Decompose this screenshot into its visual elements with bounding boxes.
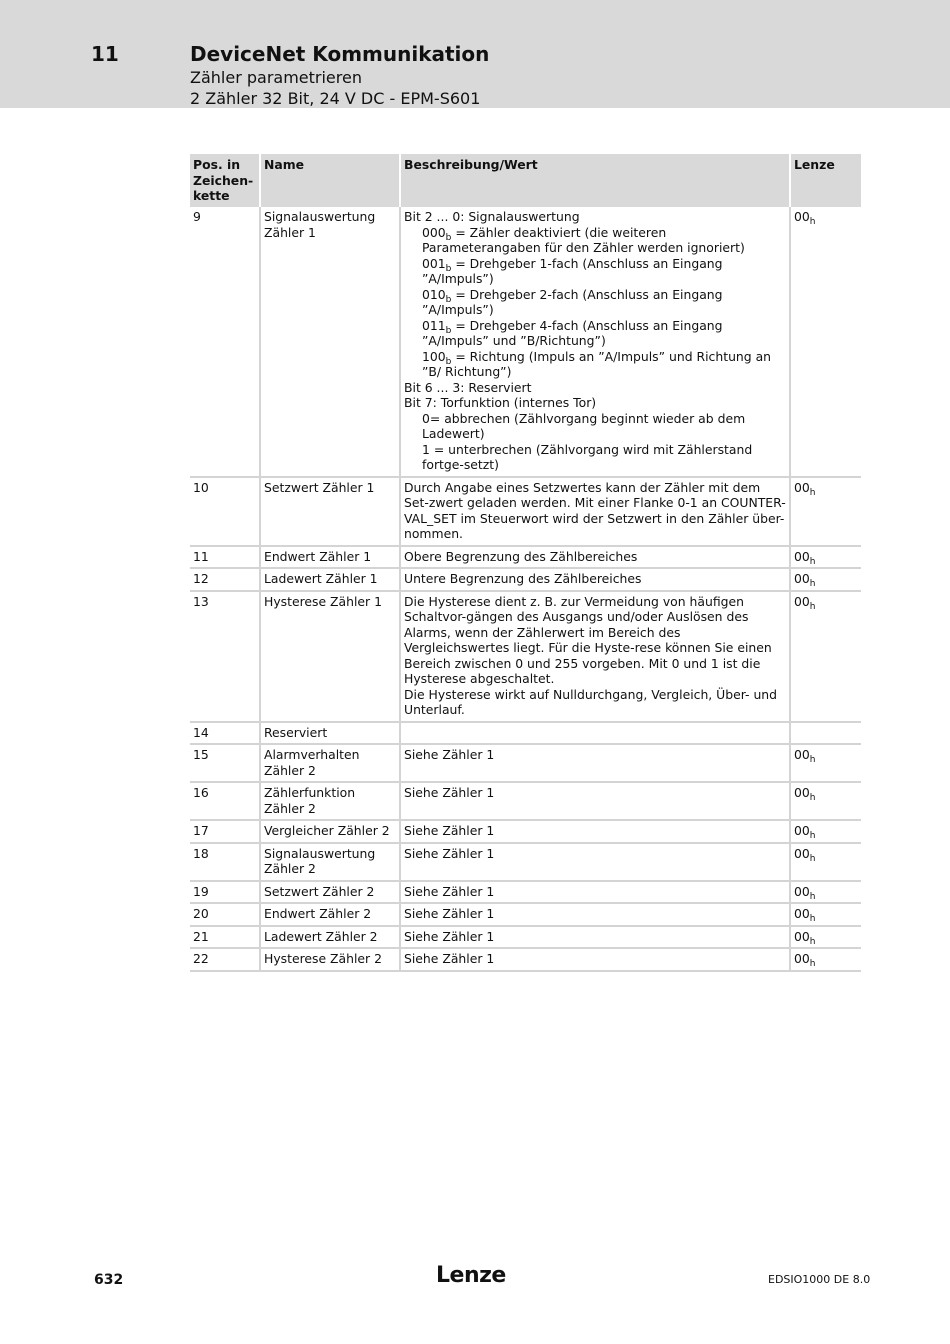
- hex-subscript: h: [809, 755, 816, 765]
- lenze-value: 00: [794, 571, 810, 586]
- cell-lenze-default: [790, 926, 861, 949]
- lenze-value: 00: [794, 785, 810, 800]
- table-header-row: [190, 154, 861, 207]
- section-subtitle-2: 2 Zähler 32 Bit, 24 V DC - EPM-S601: [190, 89, 481, 108]
- page-number: 632: [94, 1272, 124, 1288]
- lenze-logo: Lenze: [436, 1263, 506, 1288]
- hex-subscript: h: [809, 891, 816, 902]
- section-subtitle: Zähler parametrieren: [190, 68, 362, 87]
- cell-description: [400, 477, 790, 546]
- lenze-value: 00: [794, 845, 810, 861]
- lenze-value: 00: [794, 479, 810, 495]
- cell-description: [400, 744, 790, 782]
- description-text: Siehe Zähler 1: [404, 906, 495, 921]
- description-line: [404, 846, 786, 862]
- cell-name: Setzwert Zähler 2: [260, 881, 400, 904]
- hex-subscript: h: [809, 217, 816, 227]
- description-text: 010: [422, 286, 446, 302]
- description-text: 011: [422, 317, 446, 333]
- description-text: 0= abbrechen (Zählvorgang beginnt wieder ab dem Ladewert): [422, 410, 746, 441]
- hex-subscript: h: [809, 556, 816, 567]
- cell-lenze-default: [790, 744, 861, 782]
- column-header-description: Beschreibung/Wert: [400, 154, 790, 207]
- cell-description: [400, 903, 790, 926]
- table-row: [190, 591, 861, 722]
- description-text: Siehe Zähler 1: [404, 845, 495, 861]
- cell-lenze-default: [790, 820, 861, 843]
- description-text: Die Hysterese wirkt auf Nulldurchgang, Vergleich, Über- und Unterlauf.: [404, 686, 778, 717]
- cell-position: 13: [190, 591, 260, 722]
- cell-description: [400, 546, 790, 569]
- cell-position: 16: [190, 782, 260, 820]
- description-text: 1 = unterbrechen (Zählvorgang wird mit Zählerstand fortge-setzt): [422, 441, 753, 472]
- table-row: [190, 820, 861, 843]
- lenze-value: 00: [794, 928, 810, 944]
- cell-position: 20: [190, 903, 260, 926]
- description-line: [404, 785, 786, 801]
- lenze-value: 00: [794, 209, 810, 224]
- binary-subscript: b: [445, 232, 452, 243]
- cell-lenze-default: [790, 881, 861, 904]
- description-text: Siehe Zähler 1: [404, 823, 495, 838]
- description-line: [404, 884, 786, 900]
- description-line: [404, 929, 786, 945]
- cell-position: 11: [190, 546, 260, 569]
- cell-position: 19: [190, 881, 260, 904]
- cell-position: 17: [190, 820, 260, 843]
- cell-name: Ladewert Zähler 2: [260, 926, 400, 949]
- cell-description: [400, 926, 790, 949]
- description-text: Siehe Zähler 1: [404, 785, 495, 800]
- description-line: [404, 380, 786, 396]
- description-text-rest: = Zähler deaktiviert (die weiteren Parameterangaben für den Zähler werden ignoriert): [422, 224, 745, 255]
- column-header-lenze: Lenze: [790, 154, 861, 207]
- cell-lenze-default: [790, 591, 861, 722]
- cell-lenze-default: [790, 903, 861, 926]
- description-text: Siehe Zähler 1: [404, 747, 495, 762]
- lenze-value: 00: [794, 747, 810, 762]
- parameter-table: [190, 154, 861, 972]
- binary-subscript: b: [445, 263, 452, 274]
- table-row: [190, 744, 861, 782]
- description-line: [404, 209, 786, 225]
- description-line: [404, 480, 786, 542]
- cell-lenze-default: [790, 722, 861, 745]
- cell-position: 22: [190, 948, 260, 971]
- cell-lenze-default: [790, 207, 861, 477]
- cell-name: Reserviert: [260, 722, 400, 745]
- cell-lenze-default: [790, 948, 861, 971]
- cell-description: [400, 820, 790, 843]
- table-row: [190, 782, 861, 820]
- table-body: [190, 207, 861, 971]
- description-text: Die Hysterese dient z. B. zur Vermeidung von häufigen Schaltvor-gängen des Ausgangs und/oder Auslösen des Alarms, wenn der Zählerwert im Bereich des Vergleichswertes liegt. Für die Hyste-rese können Sie einen Bereich zwischen 0 und 255 vorgeben. Mit 0 und 1 ist die Hysterese abgeschaltet.: [404, 593, 772, 686]
- description-line: [404, 549, 786, 565]
- description-line: [404, 442, 786, 473]
- cell-lenze-default: [790, 843, 861, 881]
- column-header-pos: Pos. in Zeichen-kette: [190, 154, 260, 207]
- cell-description: [400, 207, 790, 477]
- description-text-rest: = Drehgeber 4-fach (Anschluss an Eingang ”A/Impuls” und ”B/Richtung”): [422, 317, 723, 348]
- cell-description: [400, 948, 790, 971]
- description-line: [404, 395, 786, 411]
- table-row: [190, 881, 861, 904]
- description-line: [404, 594, 786, 687]
- description-line: [404, 747, 786, 763]
- lenze-value: 00: [794, 883, 810, 899]
- cell-description: [400, 843, 790, 881]
- table-row: [190, 207, 861, 477]
- cell-lenze-default: [790, 546, 861, 569]
- table-row: [190, 477, 861, 546]
- cell-name: Endwert Zähler 1: [260, 546, 400, 569]
- description-text: 000: [422, 224, 446, 240]
- cell-name: Endwert Zähler 2: [260, 903, 400, 926]
- table-row: [190, 546, 861, 569]
- table-row: [190, 568, 861, 591]
- cell-name: Alarmverhalten Zähler 2: [260, 744, 400, 782]
- description-text: 100: [422, 348, 446, 364]
- hex-subscript: h: [809, 487, 816, 498]
- document-id: EDSIO1000 DE 8.0: [768, 1273, 871, 1286]
- description-text: Durch Angabe eines Setzwertes kann der Zähler mit dem Set-zwert geladen werden. Mit einer Flanke 0-1 an COUNTER-VAL_SET im Steuerwort wird der Setzwert in den Zähler über-nommen.: [404, 479, 786, 541]
- table-row: [190, 948, 861, 971]
- cell-description: [400, 568, 790, 591]
- description-text: Bit 6 ... 3: Reserviert: [404, 379, 532, 395]
- description-text: Bit 2 ... 0: Signalauswertung: [404, 209, 580, 224]
- cell-name: Setzwert Zähler 1: [260, 477, 400, 546]
- cell-name: Vergleicher Zähler 2: [260, 820, 400, 843]
- description-text: Bit 7: Torfunktion (internes Tor): [404, 395, 597, 410]
- cell-description: [400, 881, 790, 904]
- description-line: [404, 687, 786, 718]
- cell-position: 14: [190, 722, 260, 745]
- hex-subscript: h: [809, 793, 816, 803]
- table-row: [190, 926, 861, 949]
- cell-name: Signalauswertung Zähler 1: [260, 207, 400, 477]
- cell-description: [400, 591, 790, 722]
- column-header-name: Name: [260, 154, 400, 207]
- description-text: Obere Begrenzung des Zählbereiches: [404, 548, 638, 564]
- description-text: 001: [422, 255, 446, 271]
- lenze-value: 00: [794, 548, 810, 564]
- cell-lenze-default: [790, 568, 861, 591]
- description-line: [404, 951, 786, 967]
- description-line: [404, 287, 786, 318]
- page-header: [0, 0, 950, 108]
- cell-name: Hysterese Zähler 1: [260, 591, 400, 722]
- hex-subscript: h: [809, 831, 816, 841]
- description-line: [404, 256, 786, 287]
- binary-subscript: b: [445, 325, 452, 336]
- description-line: [404, 225, 786, 256]
- table-row: [190, 722, 861, 745]
- cell-position: 15: [190, 744, 260, 782]
- table-row: [190, 903, 861, 926]
- chapter-title: DeviceNet Kommunikation: [190, 42, 490, 66]
- description-line: [404, 906, 786, 922]
- lenze-value: 00: [794, 823, 810, 838]
- description-line: [404, 349, 786, 380]
- cell-name: Zählerfunktion Zähler 2: [260, 782, 400, 820]
- table-row: [190, 843, 861, 881]
- lenze-value: 00: [794, 906, 810, 921]
- description-text: Untere Begrenzung des Zählbereiches: [404, 571, 642, 586]
- description-text-rest: = Drehgeber 1-fach (Anschluss an Eingang ”A/Impuls”): [422, 255, 723, 286]
- cell-name: Hysterese Zähler 2: [260, 948, 400, 971]
- description-text: Siehe Zähler 1: [404, 883, 495, 899]
- cell-name: Signalauswertung Zähler 2: [260, 843, 400, 881]
- description-line: [404, 411, 786, 442]
- description-line: [404, 318, 786, 349]
- cell-lenze-default: [790, 477, 861, 546]
- hex-subscript: h: [809, 853, 816, 864]
- cell-position: 12: [190, 568, 260, 591]
- cell-description: [400, 722, 790, 745]
- cell-position: 18: [190, 843, 260, 881]
- description-text: Siehe Zähler 1: [404, 951, 495, 966]
- lenze-value: 00: [794, 593, 810, 609]
- description-text: Siehe Zähler 1: [404, 928, 495, 944]
- cell-position: 21: [190, 926, 260, 949]
- binary-subscript: b: [445, 356, 452, 367]
- cell-position: 9: [190, 207, 260, 477]
- hex-subscript: h: [809, 601, 816, 612]
- chapter-number: 11: [91, 42, 119, 66]
- description-text-rest: = Richtung (Impuls an ”A/Impuls” und Richtung an ”B/ Richtung”): [422, 348, 772, 379]
- description-line: [404, 571, 786, 587]
- description-line: [404, 823, 786, 839]
- cell-name: Ladewert Zähler 1: [260, 568, 400, 591]
- cell-lenze-default: [790, 782, 861, 820]
- cell-position: 10: [190, 477, 260, 546]
- binary-subscript: b: [445, 294, 452, 305]
- lenze-value: 00: [794, 951, 810, 966]
- hex-subscript: h: [809, 579, 816, 589]
- cell-description: [400, 782, 790, 820]
- description-text-rest: = Drehgeber 2-fach (Anschluss an Eingang ”A/Impuls”): [422, 286, 723, 317]
- hex-subscript: h: [809, 914, 816, 924]
- hex-subscript: h: [809, 959, 816, 969]
- hex-subscript: h: [809, 936, 816, 947]
